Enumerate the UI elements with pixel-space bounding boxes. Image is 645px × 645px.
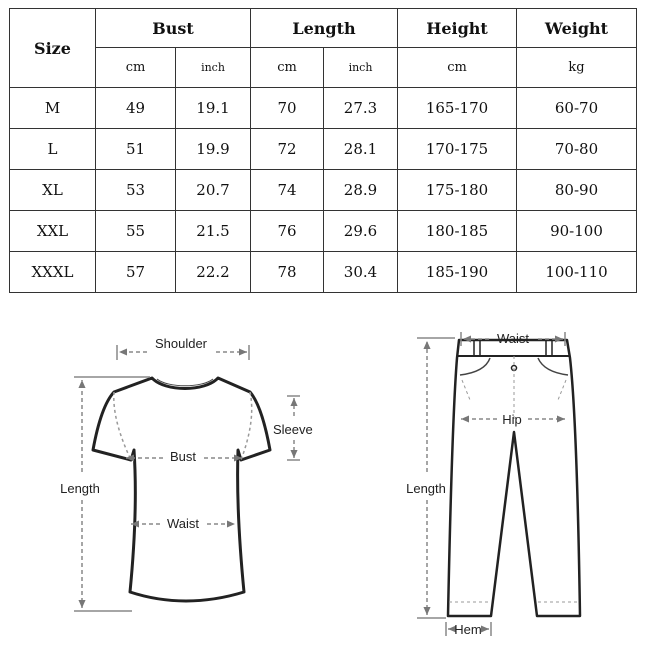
pants-diagram bbox=[406, 331, 580, 637]
weight-cell: 100-110 bbox=[517, 252, 637, 293]
sleeve-label: Sleeve bbox=[273, 422, 313, 437]
height-cell: 180-185 bbox=[398, 211, 517, 252]
table-row bbox=[10, 252, 637, 293]
bust-cm-cell: 57 bbox=[96, 252, 176, 293]
hip-label: Hip bbox=[502, 412, 522, 427]
measurement-diagram bbox=[0, 300, 645, 645]
bust-cm-cell: 51 bbox=[96, 129, 176, 170]
unit-cell: kg bbox=[517, 48, 637, 88]
weight-cell: 70-80 bbox=[517, 129, 637, 170]
bust-header: Bust bbox=[96, 9, 251, 48]
bust-cm-cell: 53 bbox=[96, 170, 176, 211]
unit-cell: cm bbox=[96, 48, 176, 88]
weight-cell: 60-70 bbox=[517, 88, 637, 129]
bust-inch-cell: 22.2 bbox=[176, 252, 251, 293]
length-cm-cell: 76 bbox=[251, 211, 324, 252]
height-cell: 165-170 bbox=[398, 88, 517, 129]
unit-cell: inch bbox=[176, 48, 251, 88]
unit-cell: cm bbox=[251, 48, 324, 88]
unit-cell: cm bbox=[398, 48, 517, 88]
height-cell: 170-175 bbox=[398, 129, 517, 170]
weight-cell: 80-90 bbox=[517, 170, 637, 211]
bust-inch-cell: 19.1 bbox=[176, 88, 251, 129]
size-cell: XXL bbox=[10, 211, 96, 252]
height-header: Height bbox=[398, 9, 517, 48]
height-cell: 175-180 bbox=[398, 170, 517, 211]
length-header: Length bbox=[251, 9, 398, 48]
size-cell: XXXL bbox=[10, 252, 96, 293]
pants-waist-label: Waist bbox=[496, 331, 530, 346]
shoulder-label: Shoulder bbox=[154, 336, 208, 351]
length-inch-cell: 28.1 bbox=[324, 129, 398, 170]
size-chart bbox=[9, 8, 637, 293]
bust-cm-cell: 55 bbox=[96, 211, 176, 252]
tshirt-diagram bbox=[60, 336, 313, 611]
height-cell: 185-190 bbox=[398, 252, 517, 293]
unit-cell: inch bbox=[324, 48, 398, 88]
length-cm-cell: 72 bbox=[251, 129, 324, 170]
tshirt-length-label: Length bbox=[60, 481, 100, 496]
length-cm-cell: 74 bbox=[251, 170, 324, 211]
tshirt-outline bbox=[93, 378, 270, 601]
table-unit-row bbox=[10, 48, 637, 88]
bust-inch-cell: 19.9 bbox=[176, 129, 251, 170]
size-cell: M bbox=[10, 88, 96, 129]
weight-header: Weight bbox=[517, 9, 637, 48]
size-header: Size bbox=[10, 9, 96, 88]
size-cell: XL bbox=[10, 170, 96, 211]
bust-inch-cell: 21.5 bbox=[176, 211, 251, 252]
length-inch-cell: 29.6 bbox=[324, 211, 398, 252]
size-cell: L bbox=[10, 129, 96, 170]
bust-label: Bust bbox=[169, 449, 197, 464]
table-header-row bbox=[10, 9, 637, 48]
length-inch-cell: 30.4 bbox=[324, 252, 398, 293]
bust-inch-cell: 20.7 bbox=[176, 170, 251, 211]
length-cm-cell: 78 bbox=[251, 252, 324, 293]
length-cm-cell: 70 bbox=[251, 88, 324, 129]
waist-label: Waist bbox=[166, 516, 200, 531]
hem-label: Hem bbox=[454, 622, 482, 637]
table-row bbox=[10, 129, 637, 170]
table-row bbox=[10, 88, 637, 129]
table-row bbox=[10, 170, 637, 211]
weight-cell: 90-100 bbox=[517, 211, 637, 252]
table-row bbox=[10, 211, 637, 252]
pants-length-label: Length bbox=[406, 481, 446, 496]
length-inch-cell: 28.9 bbox=[324, 170, 398, 211]
length-inch-cell: 27.3 bbox=[324, 88, 398, 129]
size-table bbox=[9, 8, 637, 293]
bust-cm-cell: 49 bbox=[96, 88, 176, 129]
